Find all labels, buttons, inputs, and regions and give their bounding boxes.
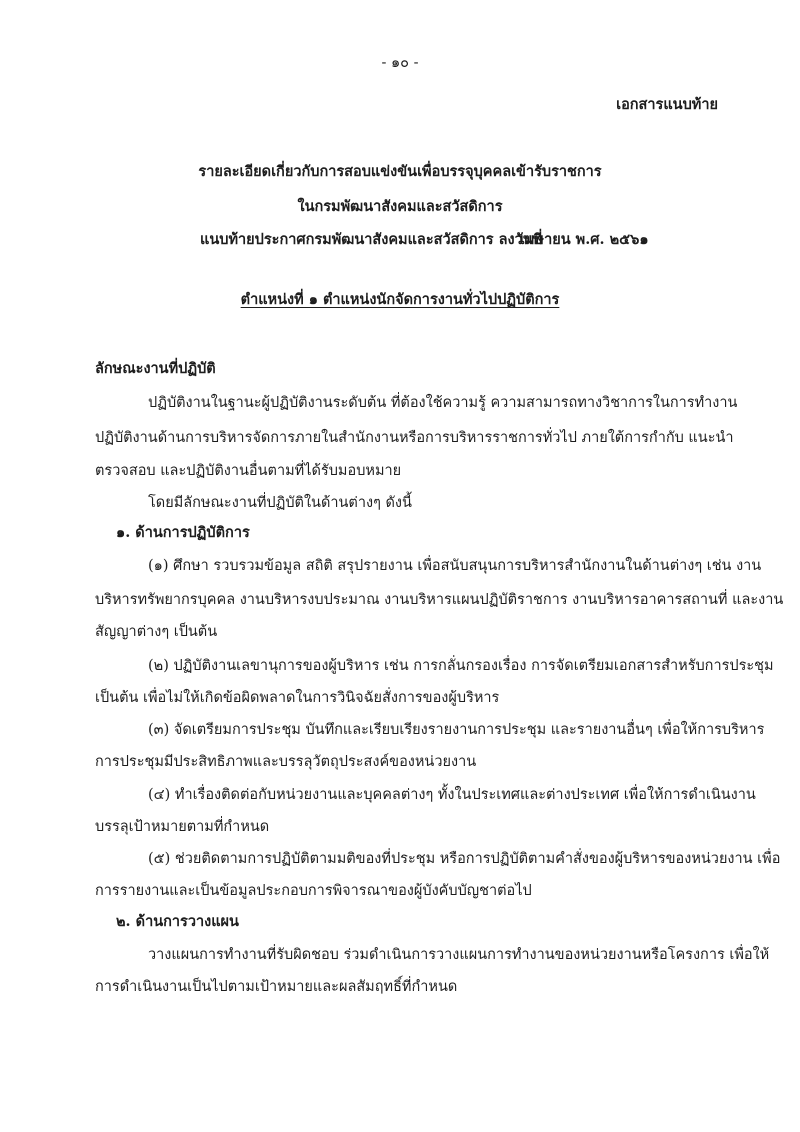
job-nature-intro-line: ตรวจสอบ และปฏิบัติงานอื่นตามที่ได้รับมอบหมาย: [95, 463, 402, 479]
job-nature-intro-line: ปฏิบัติงานด้านการบริหารจัดการภายในสำนักงานหรือการบริหารราชการทั่วไป ภายใต้การกำกับ แนะนำ: [95, 430, 734, 446]
title-line-3-left: แนบท้ายประกาศกรมพัฒนาสังคมและสวัสดิการ ลงวันที่: [200, 231, 543, 248]
operations-item-4-line: บรรลุเป้าหมายตามที่กำหนด: [95, 819, 270, 835]
operations-heading: ๑. ด้านการปฏิบัติการ: [116, 524, 250, 541]
title-line-3-right: เมษายน พ.ศ. ๒๕๖๑: [520, 231, 649, 248]
title-line-1: รายละเอียดเกี่ยวกับการสอบแข่งขันเพื่อบรรจุบุคคลเข้ารับราชการ: [198, 163, 602, 180]
page-number: - ๑๐ -: [381, 55, 419, 71]
operations-item-5-line: การรายงานและเป็นข้อมูลประกอบการพิจารณาของผู้บังคับบัญชาต่อไป: [95, 883, 532, 899]
job-nature-heading: ลักษณะงานที่ปฏิบัติ: [95, 360, 216, 377]
operations-item-2-line: เป็นต้น เพื่อไม่ให้เกิดข้อผิดพลาดในการวินิจฉัยสั่งการของผู้บริหาร: [95, 690, 500, 706]
planning-line: วางแผนการทำงานที่รับผิดชอบ ร่วมดำเนินการวางแผนการทำงานของหน่วยงานหรือโครงการ เพื่อให้: [148, 947, 770, 963]
title-line-2: ในกรมพัฒนาสังคมและสวัสดิการ: [297, 198, 503, 215]
operations-item-1-line: (๑) ศึกษา รวบรวมข้อมูล สถิติ สรุปรายงาน เพื่อสนับสนุนการบริหารสำนักงานในด้านต่างๆ เช่น งาน: [148, 558, 762, 574]
operations-item-1-line: สัญญาต่างๆ เป็นต้น: [95, 624, 218, 640]
planning-heading: ๒. ด้านการวางแผน: [116, 913, 239, 930]
job-nature-intro-line: ปฏิบัติงานในฐานะผู้ปฏิบัติงานระดับต้น ที่ต้องใช้ความรู้ ความสามารถทางวิชาการในการทำงาน: [148, 395, 738, 411]
operations-item-3-line: การประชุมมีประสิทธิภาพและบรรลุวัตถุประสงค์ของหน่วยงาน: [95, 754, 477, 770]
position-heading: ตำแหน่งที่ ๑ ตำแหน่งนักจัดการงานทั่วไปปฏิบัติการ: [240, 291, 560, 308]
operations-item-5-line: (๕) ช่วยติดตามการปฏิบัติตามมติของที่ประชุม หรือการปฏิบัติตามคำสั่งของผู้บริหารของหน่วยงาน เพื่อ: [148, 851, 781, 867]
operations-item-3-line: (๓) จัดเตรียมการประชุม บันทึกและเรียบเรียงรายงานการประชุม และรายงานอื่นๆ เพื่อให้การบริหาร: [148, 722, 765, 738]
job-nature-lead-in: โดยมีลักษณะงานที่ปฏิบัติในด้านต่างๆ ดังนี้: [148, 495, 412, 511]
operations-item-2-line: (๒) ปฏิบัติงานเลขานุการของผู้บริหาร เช่น การกลั่นกรองเรื่อง การจัดเตรียมเอกสารสำหรับการประชุม: [148, 658, 774, 674]
operations-item-4-line: (๔) ทำเรื่องติดต่อกับหน่วยงานและบุคคลต่างๆ ทั้งในประเทศและต่างประเทศ เพื่อให้การดำเนินงาน: [148, 787, 756, 803]
operations-item-1-line: บริหารทรัพยากรบุคคล งานบริหารงบประมาณ งานบริหารแผนปฏิบัติราชการ งานบริหารอาคารสถานที่ และงาน: [95, 592, 784, 608]
attachment-label: เอกสารแนบท้าย: [616, 96, 718, 113]
planning-line: การดำเนินงานเป็นไปตามเป้าหมายและผลสัมฤทธิ์ที่กำหนด: [95, 979, 458, 995]
